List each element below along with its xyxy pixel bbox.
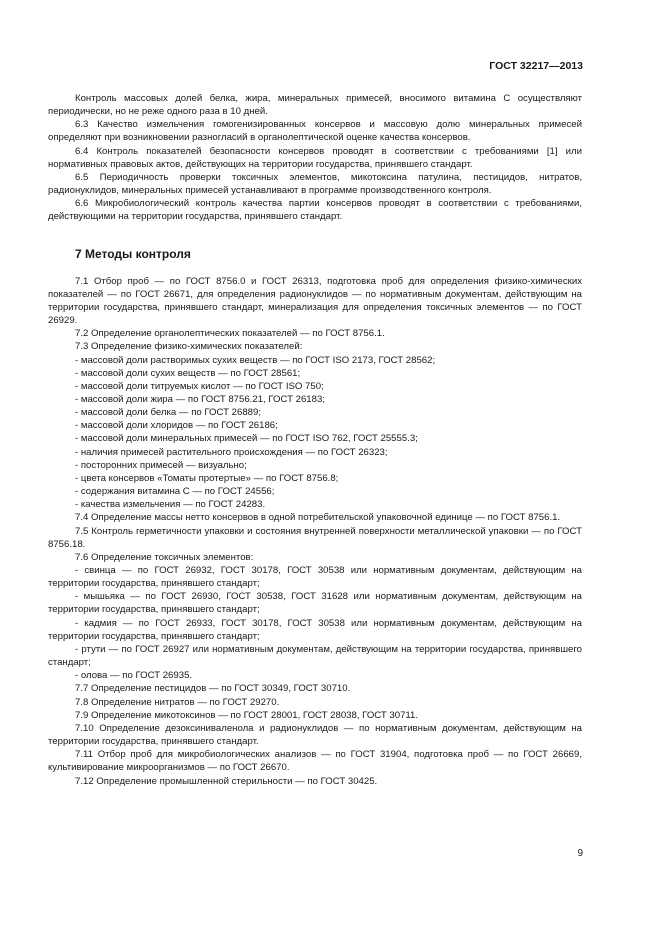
paragraph-7-10: 7.10 Определение дезоксиниваленола и радионуклидов — по нормативным документам, действующим на территории государства, принявшего стандарт. [48,722,582,748]
list-item: - массовой доли белка — по ГОСТ 26889; [75,407,261,419]
list-item: - содержания витамина С — по ГОСТ 24556; [75,486,275,498]
list-item: - массовой доли хлоридов — по ГОСТ 26186; [75,420,278,432]
section-title: 7 Методы контроля [75,246,191,261]
paragraph-7-9: 7.9 Определение микотоксинов — по ГОСТ 28001, ГОСТ 28038, ГОСТ 30711. [75,709,419,721]
document-body [48,92,582,788]
paragraph-6-4: 6.4 Контроль показателей безопасности консервов проводят в соответствии с требованиями [1] или нормативных правовых актов, действующих на территории государства, принявшего стандарт. [48,145,582,170]
paragraph-7-2: 7.2 Определение органолептических показателей — по ГОСТ 8756.1. [75,328,385,340]
paragraph-7-6: 7.6 Определение токсичных элементов: [75,551,254,563]
paragraph-7-12: 7.12 Определение промышленной стерильности — по ГОСТ 30425. [75,775,378,787]
paragraph-7-11: 7.11 Отбор проб для микробиологических анализов — по ГОСТ 31904, подготовка проб — по ГОСТ 26669, культивирование микроорганизмов — по ГОСТ 26670. [48,749,582,774]
paragraph-6-3: 6.3 Качество измельчения гомогенизированных консервов и массовую долю минеральных примесей определяют при возникновении разногласий в органолептической оценке качества консервов. [48,119,582,144]
list-item: - качества измельчения — по ГОСТ 24283. [75,499,266,511]
list-item: - кадмия — по ГОСТ 26933, ГОСТ 30178, ГОСТ 30538 или нормативным документам, действующим на территории государства, принявшего стандарт; [48,617,582,642]
list-item: - мышьяка — по ГОСТ 26930, ГОСТ 30538, ГОСТ 31628 или нормативным документам, действующим на территории государства, принявшего стандарт; [48,591,582,616]
list-item: - свинца — по ГОСТ 26932, ГОСТ 30178, ГОСТ 30538 или нормативным документам, действующим на территории государства, принявшего стандарт; [48,565,582,590]
list-item: - массовой доли жира — по ГОСТ 8756.21, ГОСТ 26183; [75,393,325,405]
list-item: - наличия примесей растительного происхождения — по ГОСТ 26323; [75,446,388,458]
list-item: - ртути — по ГОСТ 26927 или нормативным документам, действующим на территории государства, принявшего стандарт; [48,643,582,669]
list-item: - массовой доли титруемых кислот — по ГОСТ ISO 750; [75,380,324,392]
paragraph-7-4: 7.4 Определение массы нетто консервов в одной потребительской упаковочной единице — по ГОСТ 8756.1. [75,512,561,524]
paragraph-7-5: 7.5 Контроль герметичности упаковки и состояния внутренней поверхности металлической упаковки — по ГОСТ 8756.18. [48,525,582,550]
document-header: ГОСТ 32217—2013 [489,60,583,72]
paragraph-7-7: 7.7 Определение пестицидов — по ГОСТ 30349, ГОСТ 30710. [75,683,351,695]
paragraph-6-2-cont: Контроль массовых долей белка, жира, минеральных примесей, вносимого витамина С осуществляют периодически, но не реже одного раза в 10 дней. [48,93,582,118]
paragraph-6-5: 6.5 Периодичность проверки токсичных элементов, микотоксина патулина, пестицидов, нитратов, радионуклидов, минеральных примесей устанавливают в программе производственного контроля. [48,171,582,197]
list-item: - массовой доли растворимых сухих веществ — по ГОСТ ISO 2173, ГОСТ 28562; [75,354,436,366]
paragraph-7-8: 7.8 Определение нитратов — по ГОСТ 29270. [75,696,280,708]
page-number: 9 [577,848,583,859]
list-item: - цвета консервов «Томаты протертые» — по ГОСТ 8756.8; [75,472,339,484]
paragraph-6-6: 6.6 Микробиологический контроль качества партии консервов проводят в соответствии с требованиями, действующими на территории государства, принявшего стандарт. [48,198,582,223]
list-item: - олова — по ГОСТ 26935. [75,670,193,682]
paragraph-7-3: 7.3 Определение физико-химических показателей: [75,341,303,353]
list-item: - посторонних примесей — визуально; [75,459,247,471]
paragraph-7-1: 7.1 Отбор проб — по ГОСТ 8756.0 и ГОСТ 26313, подготовка проб для определения физико-химических показателей — по ГОСТ 26671, для определения радионуклидов — по нормативным документам, действующим на территории государства, принявшего стандарт, минерализация для определения токсичных элементов — по ГОСТ 26929. [48,275,582,327]
list-item: - массовой доли сухих веществ — по ГОСТ 28561; [75,367,301,379]
list-item: - массовой доли минеральных примесей — по ГОСТ ISO 762, ГОСТ 25555.3; [75,433,418,445]
